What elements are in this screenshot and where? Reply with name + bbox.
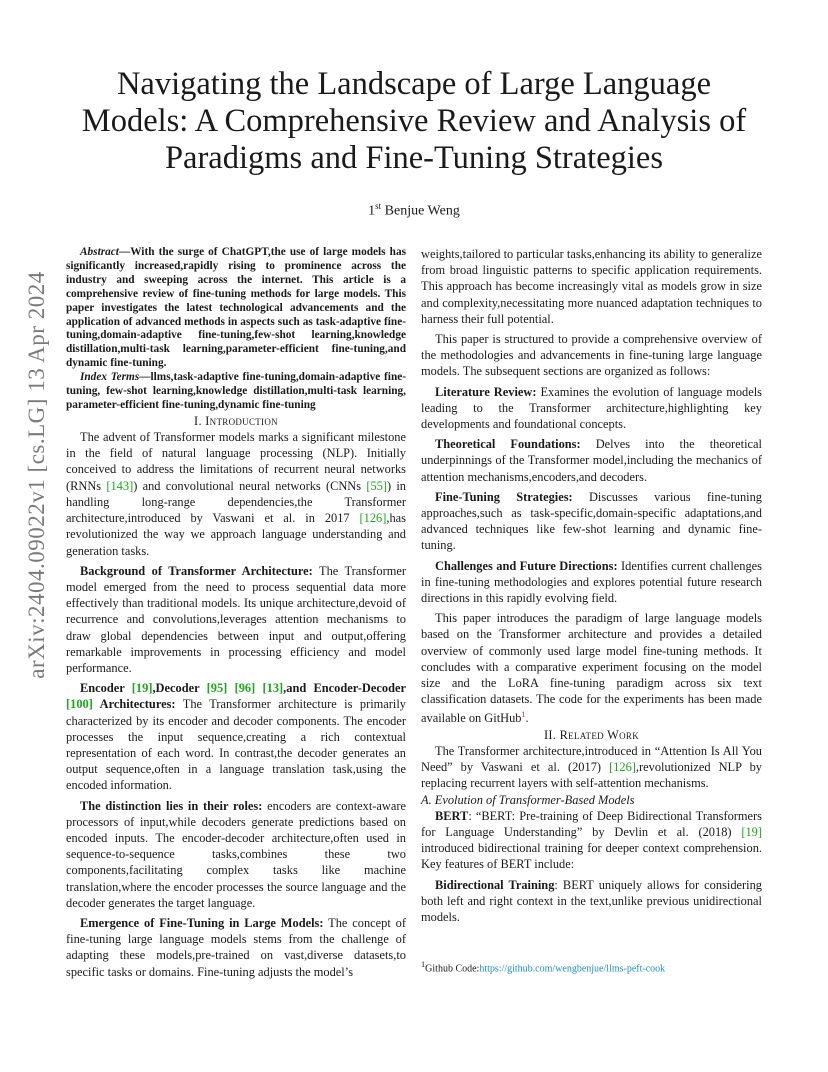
- text: ) and convolutional neural networks (CNNs: [133, 478, 367, 493]
- text: The concept of fine-tuning large language models stems from the challenge of adapting these models,pre-trained on vast,diverse datasets,to specific tasks or domains. Fine-tuning adjusts the model’s: [66, 915, 406, 979]
- related-paragraph-bidirectional: [421, 877, 762, 926]
- footnote-marker[interactable]: 1: [521, 710, 526, 720]
- text: Delves into the theoretical underpinnings of the Transformer model,including the mechanics of attention mechanisms,encoders,and decoders.: [421, 437, 762, 484]
- abstract: [66, 246, 406, 371]
- subsection-heading: A. Evolution of Transformer-Based Models: [421, 792, 635, 807]
- abstract-label: Abstract: [80, 246, 119, 258]
- citation-link[interactable]: [126]: [359, 511, 387, 526]
- intro-paragraph-5-continued: weights,tailored to particular tasks,enhancing its ability to generalize from broad linguistic patterns to specific application requirements. This approach has become increasingly vital as models grow in size and complexity,necessitating more nuanced adaptation techniques to harness their full potential.: [421, 247, 762, 326]
- citation-link[interactable]: [143]: [106, 478, 134, 493]
- text: : “BERT: Pre-training of Deep Bidirectional Transformers for Language Understanding” by Devlin et al. (2018): [421, 808, 762, 840]
- paragraph-lead: Theoretical Foundations:: [435, 437, 581, 452]
- index-terms-label: Index Terms: [80, 371, 140, 384]
- citation-link[interactable]: [96]: [234, 681, 256, 696]
- paragraph-lead: Bidirectional Training: [435, 877, 555, 892]
- citation-link[interactable]: [13]: [262, 681, 284, 696]
- text: Examines the evolution of language models leading to the Transformer architecture,highlighting key developments and foundational concepts.: [421, 384, 762, 432]
- text: The advent of Transformer models marks a significant milestone in the field of natural language processing (NLP). Initially conceived to address the limitations of recurrent neural networks (RNNs: [66, 430, 406, 493]
- outline-item-literature: [421, 384, 762, 433]
- related-paragraph-1: [421, 743, 762, 792]
- footnote: [421, 958, 762, 976]
- citation-link[interactable]: [126]: [609, 760, 636, 775]
- intro-paragraph-6: This paper is structured to provide a comprehensive overview of the methodologies and advancements in fine-tuning large language models. The subsequent sections are organized as follows:: [421, 332, 762, 379]
- text: .: [525, 711, 529, 726]
- citation-link[interactable]: [19]: [131, 681, 153, 696]
- author-index-sup: st: [375, 201, 382, 211]
- text: ) in handling long-range dependencies,the Transformer architecture,introduced by Vaswani et al. in 2017: [66, 478, 406, 526]
- citation-link[interactable]: [55]: [366, 478, 387, 493]
- citation-link[interactable]: [19]: [741, 825, 762, 840]
- paragraph-lead: Background of Transformer Architecture:: [80, 563, 313, 578]
- text: ,revolutionized NLP by replacing recurrent layers with self-attention mechanisms.: [421, 760, 762, 791]
- intro-paragraph-2: [66, 563, 406, 676]
- text: : BERT uniquely allows for considering both left and right context in the text,unlike previous unidirectional models.: [421, 877, 762, 925]
- text: ,Decoder: [152, 681, 207, 696]
- intro-paragraph-5: [66, 915, 406, 980]
- arxiv-stamp: arXiv:2404.09022v1 [cs.LG] 13 Apr 2024: [24, 271, 49, 679]
- outline-item-theory: [421, 436, 762, 485]
- intro-paragraph-1: [66, 429, 406, 559]
- citation-link[interactable]: [95]: [206, 681, 228, 696]
- text: The Transformer architecture,introduced in “Attention Is All You Need” by Vaswani et al. (2017): [421, 744, 762, 775]
- footnote-label: Github Code:: [425, 963, 480, 975]
- citation-link[interactable]: [100]: [66, 697, 93, 712]
- paragraph-lead: The distinction lies in their roles:: [80, 798, 263, 813]
- author-line: [0, 201, 828, 220]
- outline-item-strategies: [421, 489, 762, 554]
- text: Identifies current challenges in fine-tuning methodologies and explores potential future research directions in this rapidly evolving field.: [421, 558, 762, 606]
- intro-paragraph-4: [66, 798, 406, 911]
- paragraph-lead: Fine-Tuning Strategies:: [435, 489, 573, 504]
- abstract-text: —With the surge of ChatGPT,the use of large models has significantly increased,rapidly rising to prominence across the industry and sweeping across the internet. This article is a comprehensive review of fine-tuning methods for large models. This paper investigates the latest technological advancements and the application of advanced methods in aspects such as task-adaptive fine-tuning,domain-adaptive fine-tuning,few-shot learning,knowledge distillation,multi-task learning,parameter-efficient fine-tuning,and dynamic fine-tuning.: [66, 246, 406, 370]
- right-column: [421, 246, 762, 925]
- text: Discusses various fine-tuning approaches,such as task-specific,domain-specific adaptations,and advanced techniques like few-shot learning and dynamic fine-tuning.: [421, 489, 762, 553]
- text: Architectures:: [92, 697, 176, 712]
- paragraph-lead: Challenges and Future Directions:: [435, 558, 618, 573]
- paper-title: Navigating the Landscape of Large Language Models: A Comprehensive Review and Analysis of Paradigms and Fine-Tuning Strategies: [81, 66, 747, 176]
- text: ,has revolutionized the way we approach language understanding and generation tasks.: [66, 511, 406, 558]
- paragraph-lead: Emergence of Fine-Tuning in Large Models:: [80, 915, 324, 930]
- text: The Transformer architecture is primarily characterized by its encoder and decoder components. The encoder processes the input sequence,creating a rich contextual representation of each word. In contrast,the decoder generates an output sequence,often in a language translation task,using the encoded information.: [66, 697, 406, 793]
- index-terms: [66, 371, 406, 413]
- intro-paragraph-3: [66, 680, 406, 793]
- github-link[interactable]: https://github.com/wengbenjue/llms-peft-cook: [479, 963, 666, 975]
- footnote-number: 1: [421, 960, 426, 969]
- paragraph-lead: BERT: [435, 808, 469, 823]
- author-index: 1: [368, 203, 376, 219]
- section-heading-introduction: I. Introduction: [194, 413, 278, 428]
- section-heading-related-work: II. Related Work: [543, 727, 640, 742]
- intro-paragraph-7: [421, 610, 762, 727]
- text: encoders are context-aware processors of input,while decoders generate predictions based on encoded inputs. The encoder-decoder architecture,often used in sequence-to-sequence tasks,combines these two components,facilitating complex tasks like machine translation,where the encoder processes the source language and the decoder generates the target language.: [66, 798, 406, 910]
- outline-item-challenges: [421, 558, 762, 607]
- text: Encoder: [80, 681, 132, 696]
- text: introduced bidirectional training for deeper context comprehension. Key features of BERT include:: [421, 841, 762, 872]
- left-column: [66, 246, 406, 980]
- related-paragraph-bert: [421, 808, 762, 873]
- text: ,and Encoder-Decoder: [283, 681, 406, 696]
- paragraph-lead: Literature Review:: [435, 384, 537, 399]
- text: The Transformer model emerged from the need to process sequential data more effectively than traditional models. Its unique architecture,devoid of recurrence and convolutions,leverages attention mechanisms to draw global dependencies between input and output,offering remarkable improvements in processing efficiency and model performance.: [66, 563, 406, 675]
- author-name: Benjue Weng: [384, 203, 460, 219]
- index-terms-text: —llms,task-adaptive fine-tuning,domain-adaptive fine-tuning, few-shot learning,knowledge distillation,multi-task learning, parameter-efficient fine-tuning,dynamic fine-tuning: [66, 371, 407, 411]
- text: This paper introduces the paradigm of large language models based on the Transformer architecture and provides a detailed overview of commonly used large model fine-tuning methods. It concludes with a comparative experiment focusing on the model size and the LoRA fine-tuning paradigm across six text classification datasets. The code for the experiments has been made available on GitHub: [421, 611, 762, 726]
